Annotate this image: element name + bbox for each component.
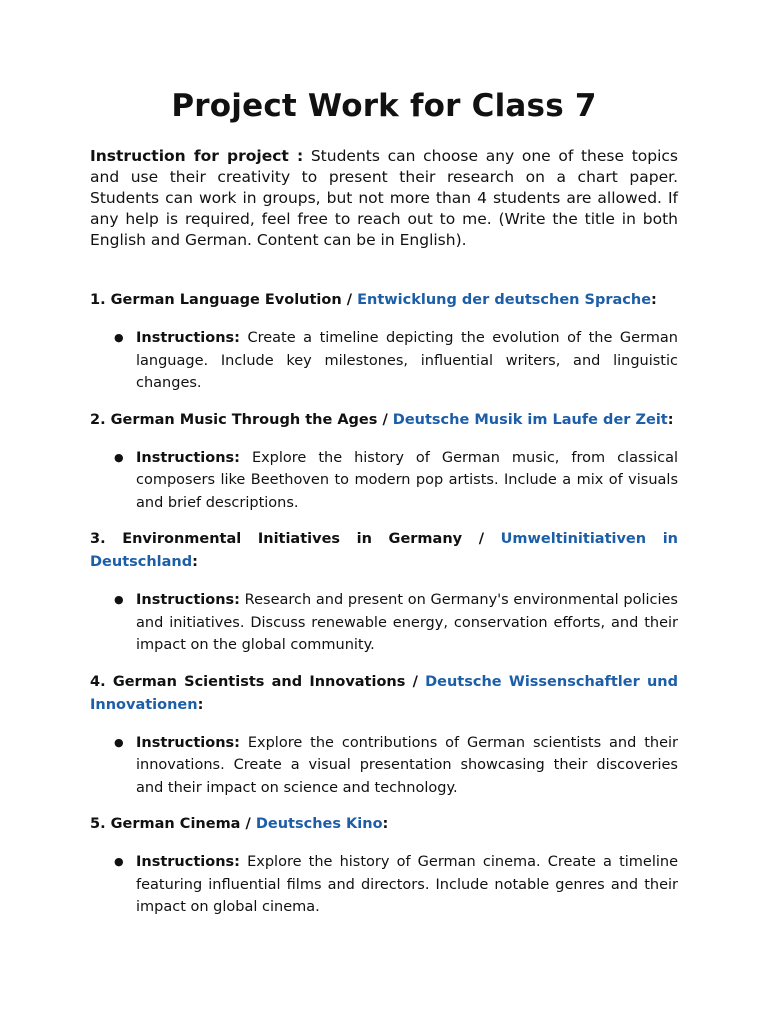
topic-title-de-link[interactable]: Deutsche Wissenschaftler und Innovationen [90,673,678,713]
topic-colon: : [651,292,657,308]
instructions-text: Create a timeline depicting the evolution of the German language. Include key milestones, influential writers, and linguistic changes. [136,330,678,391]
topic-title-en: 4. German Scientists and Innovations / [90,673,426,690]
intro-lead: Instruction for project : [90,147,304,165]
topic-bullet-list [90,589,678,657]
instructions-label: Instructions: [136,734,240,751]
instructions-text: Explore the history of German cinema. Create a timeline featuring influential films and directors. Include notable genres and their impact on global cinema. [136,854,678,915]
topic-title-en: 5. German Cinema / [90,816,256,832]
topic-heading [90,409,678,432]
bullet-icon: ● [114,593,124,606]
topic-title-de-link[interactable]: Entwicklung der deutschen Sprache [357,292,652,308]
topic-colon: : [382,816,389,832]
bullet-icon: ● [114,855,124,868]
topic-heading [90,813,678,836]
topic-bullet-list [90,447,678,515]
topic-heading [90,528,678,574]
list-item [90,851,678,919]
topic-title-de-link[interactable]: Umweltinitiativen in Deutschland [90,531,678,570]
topic-title-en: 3. Environmental Initiatives in Germany / [90,531,501,547]
topic-2 [90,409,678,515]
instructions-text: Explore the contributions of German scientists and their innovations. Create a visual presentation showcasing their discoveries and their impact on science and technology. [136,734,678,796]
instructions-text: Explore the history of German music, from classical composers like Beethoven to modern pop artists. Include a mix of visuals and brief descriptions. [136,449,678,511]
instructions-label: Instructions: [136,592,240,608]
topic-1 [90,289,678,395]
instructions-label: Instructions: [136,854,240,870]
topic-heading [90,289,678,312]
list-item [90,732,678,800]
instructions-label: Instructions: [136,449,240,466]
instructions-text: Research and present on Germany's environmental policies and initiatives. Discuss renewable energy, conservation efforts, and their impact on the global community. [136,592,678,653]
topic-bullet-list [90,851,678,919]
topic-5 [90,813,678,919]
intro-paragraph [90,146,678,251]
bullet-icon: ● [114,331,124,344]
topic-bullet-list [90,327,678,395]
instructions-label: Instructions: [136,330,240,346]
topic-title-en: 2. German Music Through the Ages / [90,411,393,428]
list-item [90,447,678,515]
topic-bullet-list [90,732,678,800]
bullet-icon: ● [114,735,124,749]
topic-title-de-link[interactable]: Deutsche Musik im Laufe der Zeit [392,411,668,428]
topic-colon: : [197,696,204,713]
topic-3 [90,528,678,657]
topic-title-de-link[interactable]: Deutsches Kino [255,816,383,832]
topic-colon: : [192,554,198,570]
intro-text: Students can choose any one of these topics and use their creativity to present their research on a chart paper. Students can work in groups, but not more than 4 students are allowed. If any help is required, feel free to reach out to me. (Write the title in both English and German. Content can be in English). [90,147,678,249]
page-title: Project Work for Class 7 [171,88,597,124]
list-item [90,327,678,395]
topic-4 [90,671,678,800]
topic-heading [90,671,678,717]
bullet-icon: ● [114,450,124,464]
topic-colon: : [667,411,674,428]
topic-title-en: 1. German Language Evolution / [90,292,358,308]
list-item [90,589,678,657]
